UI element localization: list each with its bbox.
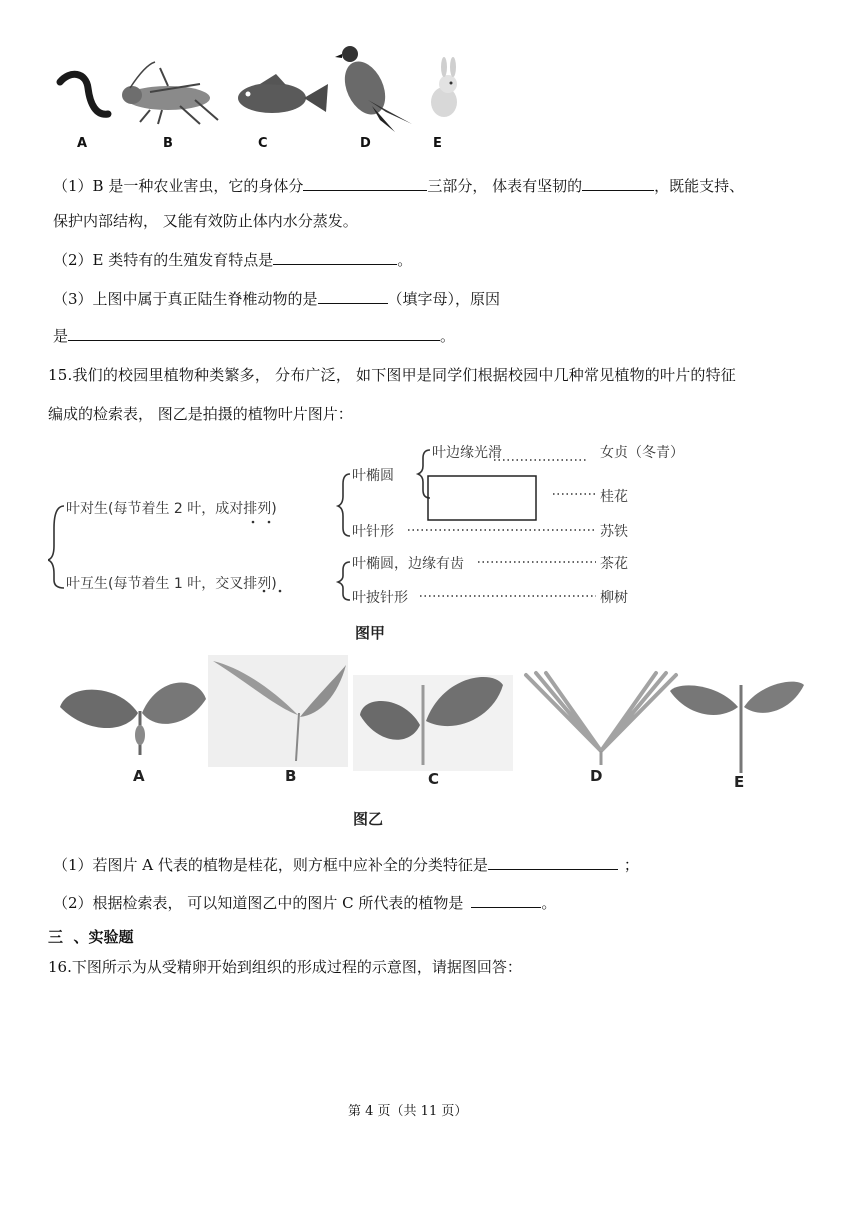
animal-label-c: C bbox=[258, 136, 268, 151]
q14-p3-blank-reason[interactable] bbox=[68, 326, 440, 341]
key-oval: 叶椭圆 bbox=[352, 468, 394, 484]
key-opposite: 叶对生(每节着生 2 叶，成对排列) bbox=[66, 501, 277, 517]
q15-part2 bbox=[53, 893, 556, 913]
section-heading: 三 、实验题 bbox=[48, 928, 134, 946]
q14-p1-blank-exoskeleton[interactable] bbox=[582, 176, 654, 191]
q14-part3 bbox=[53, 289, 500, 309]
leaf-e-icon bbox=[670, 682, 804, 773]
leaf-caption: 图乙 bbox=[353, 810, 384, 828]
leaf-d-icon bbox=[526, 673, 676, 765]
q14-p3-text-a: （3）上图中属于真正陆生脊椎动物的是 bbox=[53, 290, 318, 308]
q15-p2-text-b: 。 bbox=[541, 894, 557, 912]
leaf-label-e: E bbox=[734, 773, 745, 791]
key-smooth: 叶边缘光滑 bbox=[432, 445, 502, 461]
q15-stem-line1: 15.我们的校园里植物种类繁多， 分布广泛， 如下图甲是同学们根据校园中几种常见植物的叶片的特征 bbox=[48, 366, 736, 384]
q14-p2-text-b: 。 bbox=[397, 251, 413, 269]
leaf-label-b: B bbox=[285, 767, 297, 785]
q15-p1-blank[interactable] bbox=[488, 855, 618, 870]
q14-part3-line2 bbox=[53, 326, 455, 346]
pigeon-icon bbox=[335, 46, 412, 132]
page-footer: 第 4 页（共 11 页） bbox=[348, 1104, 468, 1119]
q14-p2-blank[interactable] bbox=[273, 250, 397, 265]
q14-p1-text-c: ，既能支持、 bbox=[654, 177, 745, 195]
leaf-a-icon bbox=[60, 682, 206, 755]
key-chahua: 茶花 bbox=[600, 556, 628, 572]
key-caption: 图甲 bbox=[355, 624, 386, 642]
fish-icon bbox=[238, 74, 328, 113]
q15-p2-blank[interactable] bbox=[471, 893, 541, 908]
animal-label-b: B bbox=[163, 136, 173, 151]
q14-part1-line2: 保护内部结构， 又能有效防止体内水分蒸发。 bbox=[53, 212, 358, 230]
q14-part1-line1 bbox=[53, 176, 744, 196]
animal-label-a: A bbox=[77, 136, 88, 151]
rabbit-icon bbox=[431, 57, 457, 117]
q15-stem-line2: 编成的检索表， 图乙是拍摄的植物叶片图片： bbox=[48, 405, 353, 423]
q14-p1-blank-body-parts[interactable] bbox=[303, 176, 427, 191]
q14-part2 bbox=[53, 250, 412, 270]
q16-stem: 16.下图所示为从受精卵开始到组织的形成过程的示意图，请据图回答： bbox=[48, 958, 522, 976]
q15-p1-text-b: ； bbox=[623, 856, 639, 874]
q15-p2-text-a: （2）根据检索表， 可以知道图乙中的图片 C 所代表的植物是 bbox=[53, 894, 464, 912]
animal-figure bbox=[50, 40, 490, 155]
q15-p1-text-a: （1）若图片 A 代表的植物是桂花，则方框中应补全的分类特征是 bbox=[53, 856, 488, 874]
q14-p2-text-a: （2）E 类特有的生殖发育特点是 bbox=[53, 251, 274, 269]
key-needle: 叶针形 bbox=[352, 524, 394, 540]
animal-label-d: D bbox=[360, 136, 371, 151]
q15-part1 bbox=[53, 855, 639, 875]
leaf-label-d: D bbox=[590, 767, 603, 785]
earthworm-icon bbox=[60, 74, 108, 114]
key-sutie: 苏铁 bbox=[600, 524, 628, 540]
q14-p3-text-b: （填字母），原因 bbox=[387, 290, 501, 308]
leaf-b-icon bbox=[208, 655, 348, 767]
leaf-label-a: A bbox=[133, 767, 145, 785]
key-nushen: 女贞（冬青） bbox=[600, 445, 684, 461]
key-guihua: 桂花 bbox=[600, 489, 628, 505]
leaf-c-icon bbox=[353, 675, 513, 771]
key-lanceolate: 叶披针形 bbox=[352, 590, 408, 606]
q14-p1-text-b: 三部分， 体表有坚韧的 bbox=[427, 177, 583, 195]
key-liushu: 柳树 bbox=[600, 590, 628, 606]
q14-p3-text-c: 是 bbox=[53, 327, 69, 345]
key-alternate: 叶互生(每节着生 1 叶，交叉排列) bbox=[66, 576, 277, 592]
q14-p3-blank-letters[interactable] bbox=[318, 289, 388, 304]
key-oval-toothed: 叶椭圆，边缘有齿 bbox=[352, 556, 464, 572]
q14-p3-text-d: 。 bbox=[440, 327, 456, 345]
key-answer-box bbox=[428, 476, 536, 520]
q14-p1-text-a: （1）B 是一种农业害虫，它的身体分 bbox=[53, 177, 304, 195]
animal-figure-svg bbox=[50, 40, 490, 155]
leaf-label-c: C bbox=[428, 770, 440, 788]
grasshopper-icon bbox=[122, 62, 218, 124]
animal-label-e: E bbox=[433, 136, 442, 151]
dichotomous-key bbox=[48, 438, 708, 608]
